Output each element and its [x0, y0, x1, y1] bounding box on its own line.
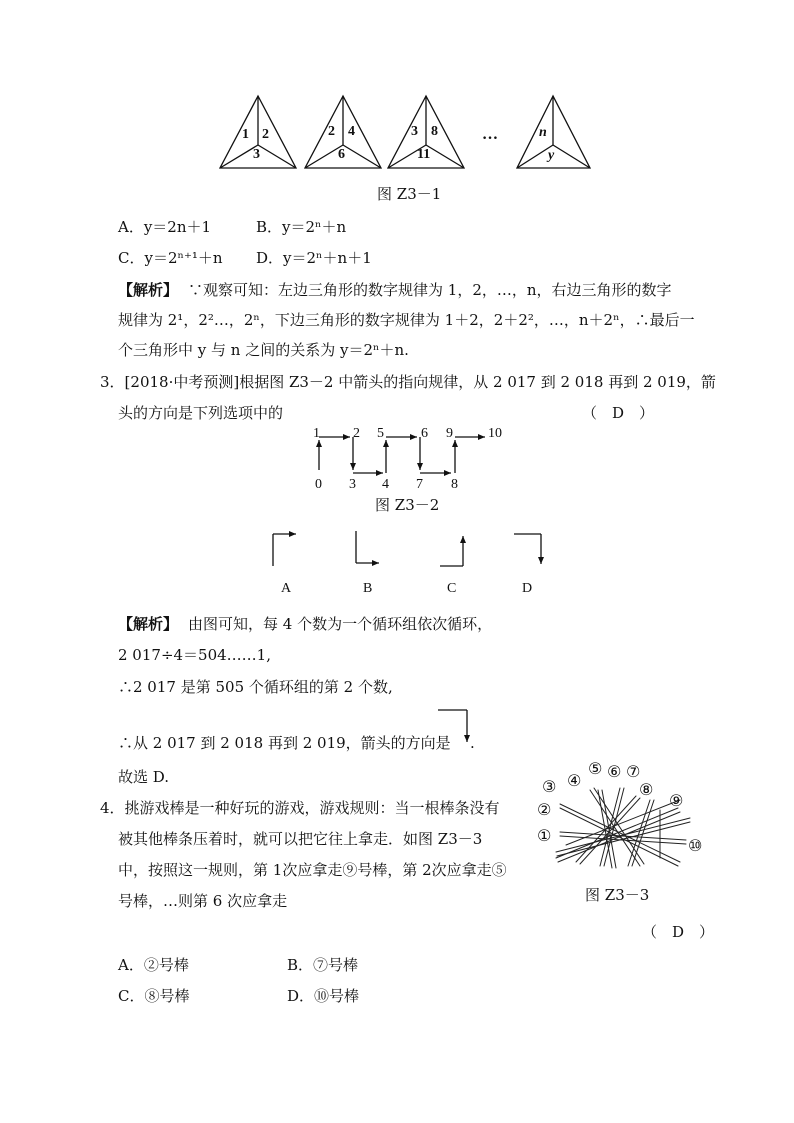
stick-label-6: ⑥	[607, 762, 622, 781]
q3-analysis-line4: ∴从 2 017 到 2 018 再到 2 019，箭头的方向是	[118, 734, 451, 752]
stick-label-7: ⑦	[626, 762, 641, 781]
q4-stem-line1: 4．挑游戏棒是一种好玩的游戏，游戏规则：当一根棒条没有	[100, 799, 500, 817]
stick-label-5: ⑤	[588, 759, 603, 778]
q3-option-d-label: D	[522, 581, 533, 596]
stick-label-10: ⑩	[688, 836, 703, 855]
tri3-left: 3	[411, 124, 418, 139]
fig2-top-num-1: 1	[313, 426, 320, 441]
q2-option-a: A．y＝2n＋1	[118, 218, 212, 236]
q3-analysis-line5: 故选 D.	[118, 768, 170, 786]
fig2-bottom-num-4: 4	[382, 477, 389, 492]
q2-option-b: B．y＝2ⁿ＋n	[256, 218, 347, 236]
stick-label-1: ①	[537, 826, 552, 845]
fig2-top-num-2: 2	[353, 426, 360, 441]
q3-option-a-label: A	[281, 581, 292, 596]
stick-label-8: ⑧	[639, 780, 654, 799]
q2-analysis-label: 【解析】	[118, 281, 179, 299]
q4-option-d: D．⑩号棒	[287, 987, 360, 1005]
stick-label-9: ⑨	[669, 791, 684, 810]
q3-option-c-label: C	[447, 581, 457, 596]
fig2-caption: 图 Z3－2	[375, 496, 440, 514]
q2-analysis-line2: 规律为 2¹，2²…，2ⁿ，下边三角形的数字规律为 1＋2，2＋2²，…，n＋2ⁿ，∴最后一	[118, 311, 695, 329]
tri1-right: 2	[262, 127, 269, 142]
fig2-bottom-num-0: 0	[315, 477, 322, 492]
stick-label-3: ③	[542, 777, 557, 796]
tri3-bottom: 11	[417, 147, 431, 162]
tri2-bottom: 6	[338, 147, 345, 162]
q2-option-c: C．y＝2ⁿ⁺¹＋n	[118, 249, 223, 267]
q2-analysis-line3: 个三角形中 y 与 n 之间的关系为 y＝2ⁿ＋n.	[118, 341, 409, 359]
q3-analysis-line1: 由图可知，每 4 个数为一个循环组依次循环，	[188, 615, 493, 633]
q3-stem-line2: 头的方向是下列选项中的	[118, 404, 284, 422]
q3-stem-line1: 3．[2018·中考预测]根据图 Z3－2 中箭头的指向规律，从 2 017 到 2 018 再到 2 019，箭	[100, 373, 716, 391]
q3-analysis-line2: 2 017÷4＝504……1,	[118, 646, 271, 664]
tri1-bottom: 3	[253, 147, 260, 162]
triangles-ellipsis: …	[482, 126, 498, 143]
q4-stem-line4: 号棒，…则第 6 次应拿走	[118, 892, 288, 910]
q4-option-c: C．⑧号棒	[118, 987, 190, 1005]
tri2-right: 4	[348, 124, 355, 139]
tri4-left: n	[539, 125, 547, 140]
q3-analysis-label: 【解析】	[118, 615, 179, 633]
fig2-top-num-6: 6	[421, 426, 428, 441]
q4-option-a: A．②号棒	[118, 956, 189, 974]
fig2-bottom-num-7: 7	[416, 477, 423, 492]
stick-label-2: ②	[537, 800, 552, 819]
q4-option-b: B．⑦号棒	[287, 956, 359, 974]
fig2-bottom-num-3: 3	[349, 477, 356, 492]
fig2-top-num-5: 5	[377, 426, 384, 441]
q4-answer: （ D ）	[642, 923, 715, 941]
tri2-left: 2	[328, 124, 335, 139]
fig2-bottom-num-8: 8	[451, 477, 458, 492]
fig2-top-num-10: 10	[488, 426, 502, 441]
tri1-left: 1	[242, 127, 249, 142]
stick-label-4: ④	[567, 771, 582, 790]
q3-analysis-line4-end: .	[470, 734, 475, 752]
q4-stem-line2: 被其他棒条压着时，就可以把它往上拿走．如图 Z3－3	[118, 830, 483, 848]
fig2-top-num-9: 9	[446, 426, 453, 441]
q3-answer: （ D ）	[582, 404, 655, 422]
q2-option-d: D．y＝2ⁿ＋n＋1	[256, 249, 372, 267]
q2-analysis-line1: ∵观察可知：左边三角形的数字规律为 1，2，…，n，右边三角形的数字	[188, 281, 672, 299]
tri3-right: 8	[431, 124, 438, 139]
q3-analysis-line3: ∴2 017 是第 505 个循环组的第 2 个数,	[118, 678, 393, 696]
tri4-bottom: y	[548, 148, 555, 163]
q4-stem-line3: 中，按照这一规则，第 1次应拿走⑨号棒，第 2次应拿走⑤	[118, 861, 507, 879]
q3-option-b-label: B	[363, 581, 373, 596]
fig3-caption: 图 Z3－3	[585, 886, 650, 904]
fig1-caption: 图 Z3－1	[377, 185, 442, 203]
